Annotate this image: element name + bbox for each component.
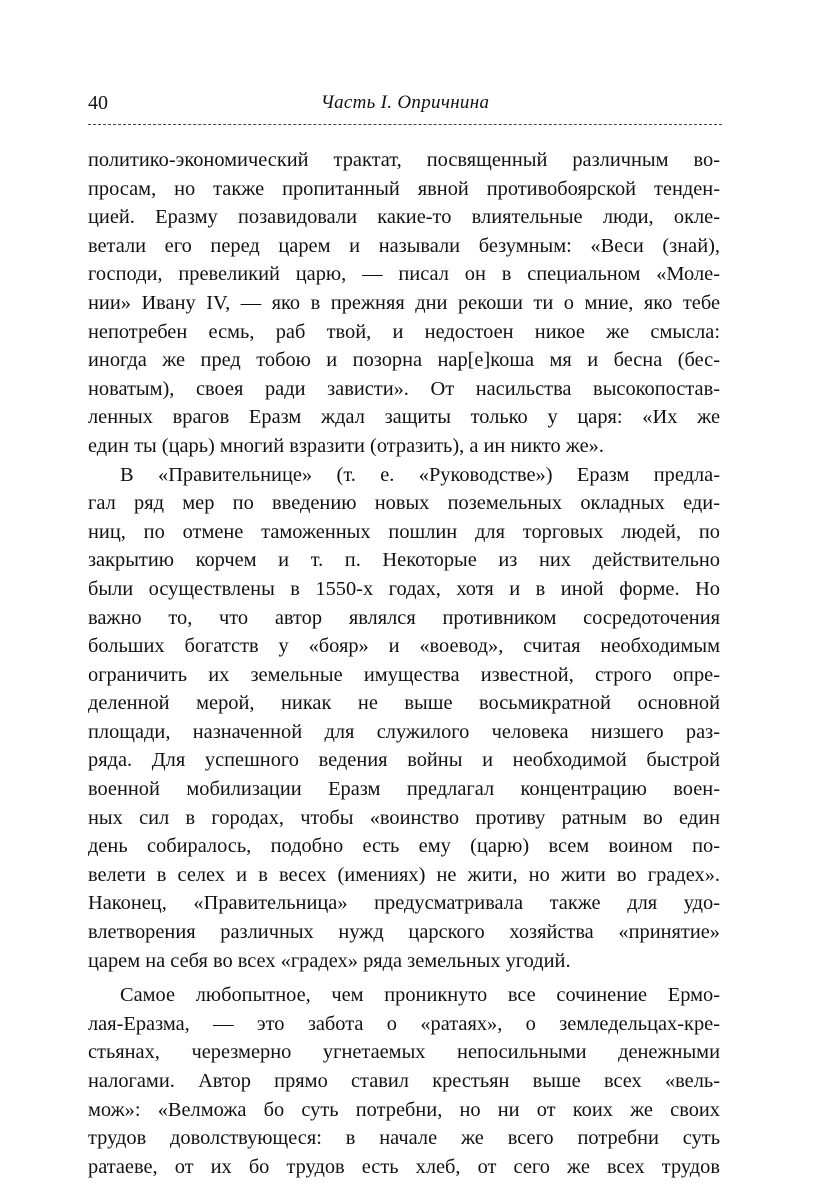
text-line: ных сил в городах, чтобы «воинство противу ратным во един — [88, 806, 720, 829]
text-line: В «Правительнице» (т. е. «Руководстве») Еразм предла- — [120, 463, 720, 486]
text-line: день собиралось, подобно есть ему (царю) всем воином по- — [88, 835, 720, 858]
text-line: мож»: «Велможа бо суть потребни, но ни от коих же своих — [88, 1098, 720, 1121]
text-line: были осуществлены в 1550-х годах, хотя и в иной форме. Но — [88, 577, 720, 600]
text-line: господи, превеликий царю, — писал он в специальном «Моле- — [88, 263, 720, 286]
text-line: просам, но также пропитанный явной противобоярской тенден- — [88, 177, 720, 200]
text-line: цией. Еразму позавидовали какие-то влиятельные люди, окле- — [88, 206, 720, 229]
text-line: царем на себя во всех «градех» ряда земельных угодий. — [88, 949, 571, 972]
text-line: лая-Еразма, — это забота о «ратаях», о земледельцах-кре- — [88, 1012, 720, 1035]
text-line: един ты (царь) многий взразити (отразить), а ин никто же». — [88, 434, 604, 457]
text-line: налогами. Автор прямо ставил крестьян выше всех «вель- — [88, 1070, 720, 1092]
text-line: велети в селех и в весех (имениях) не жити, но жити во градех». — [88, 863, 720, 886]
chapter-title: Часть I. Опричнина — [320, 92, 490, 113]
page-body — [88, 146, 720, 1181]
text-line: площади, назначенной для служилого человека низшего раз- — [88, 720, 720, 743]
text-line: новатым), своея ради зависти». От насильства высокопостав- — [88, 377, 720, 400]
text-line: иногда же пред тобою и позорна нар[е]коша мя и бесна (бес- — [88, 349, 720, 372]
paragraph — [88, 981, 720, 1181]
text-line: Наконец, «Правительница» предусматривала также для удо- — [88, 892, 720, 915]
paragraph — [88, 461, 720, 976]
text-line: ветали его перед царем и называли безумным: «Веси (знай), — [88, 234, 720, 257]
text-line: нии» Ивану IV, — яко в прежняя дни рекоши ти о мние, яко тебе — [88, 291, 720, 314]
running-header — [88, 92, 722, 122]
text-line: ограничить их земельные имущества известной, строго опре- — [88, 663, 720, 686]
text-line: гал ряд мер по введению новых поземельных окладных еди- — [88, 492, 720, 515]
text-line: влетворения различных нужд царского хозяйства «принятие» — [88, 921, 720, 944]
text-line: закрытию корчем и т. п. Некоторые из них действительно — [88, 549, 720, 572]
text-line: стьянах, черезмерно угнетаемых непосильными денежными — [88, 1041, 720, 1064]
paragraph — [88, 146, 720, 461]
text-line: непотребен есмь, раб твой, и недостоен никое же смысла: — [88, 320, 720, 343]
text-line: трудов доволствующеся: в начале же всего потребни суть — [88, 1127, 720, 1150]
text-line: ниц, по отмене таможенных пошлин для торговых людей, по — [88, 520, 720, 543]
text-line: Самое любопытное, чем проникнуто все сочинение Ермо- — [120, 984, 720, 1007]
text-line: политико-экономический трактат, посвященный различным во- — [88, 149, 720, 171]
text-line: больших богатств у «бояр» и «воевод», считая необходимым — [88, 635, 720, 658]
page-number: 40 — [88, 92, 108, 114]
text-line: ратаеве, от их бо трудов есть хлеб, от сего же всех трудов — [88, 1155, 720, 1178]
text-line: важно то, что автор являлся противником сосредоточения — [88, 606, 720, 629]
text-line: ленных врагов Еразм ждал защиты только у царя: «Их же — [88, 406, 720, 429]
text-line: деленной мерой, никак не выше восьмикратной основной — [88, 692, 720, 715]
text-line: ряда. Для успешного ведения войны и необходимой быстрой — [88, 749, 720, 772]
header-divider — [88, 124, 722, 125]
text-line: военной мобилизации Еразм предлагал концентрацию воен- — [88, 778, 720, 801]
